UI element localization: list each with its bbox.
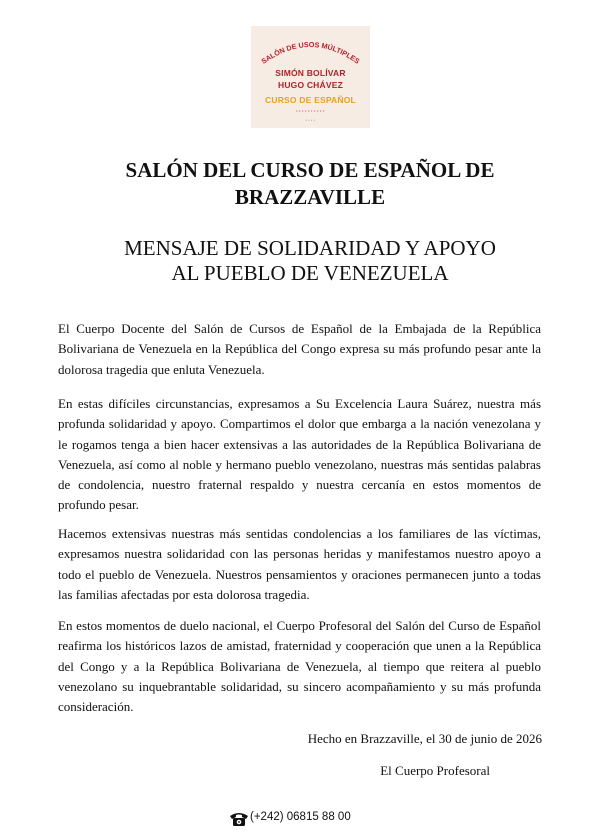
logo-name-line-2: HUGO CHÁVEZ [277,80,343,90]
contact-phone [228,809,388,829]
phone-number: (+242) 06815 88 00 [250,811,351,823]
body-paragraph-2: En estas difíciles circunstancias, expresamos a Su Excelencia Laura Suárez, nuestra más profunda solidaridad y apoyo. Compartimos el dolor que embarga a la nación venezolana y le rogamos tenga a bien hacer extensivas a las autoridades de la República Bolivariana de Venezuela, así como al noble y hermano pueblo venezolano, nuestras más sentidas palabras de condolencia, nuestro fraternal respaldo y nuestra cercanía en estos momentos de profundo pesar. [58,396,541,513]
logo-small-print-2: • • • • [305,118,316,122]
body-paragraph-3: Hacemos extensivas nuestras más sentidas condolencias a los familiares de las víctimas, expresamos nuestra solidaridad con las personas heridas y manifestamos nuestro apoyo a todo el pueblo de Venezuela. Nuestros pensamientos y oraciones permanecen junto a todas las familias afectadas por esta dolorosa tragedia. [58,526,541,602]
page-title: SALÓN DEL CURSO DE ESPAÑOL DE BRAZZAVILLE [125,158,495,209]
telephone-icon [228,810,250,828]
body-paragraph-1: El Cuerpo Docente del Salón de Cursos de Español de la Embajada de la República Bolivariana de Venezuela en la República del Congo expresa su más profundo pesar ante la dolorosa tragedia que enluta Venezuela. [58,321,541,377]
logo-course-line: CURSO DE ESPAÑOL [265,95,356,105]
message-subtitle: MENSAJE DE SOLIDARIDAD Y APOYO AL PUEBLO DE VENEZUELA [124,236,496,285]
logo-small-print-1: • • • • • • • • • • [296,109,325,113]
svg-text:SALÓN DE USOS MÚLTIPLES [260,40,362,66]
logo-name-line-1: SIMÓN BOLÍVAR [275,68,346,78]
place-and-date: Hecho en Brazzaville, el 30 de junio de 2026 [307,731,542,746]
logo-arc-label: SALÓN DE USOS MÚLTIPLES [259,39,362,66]
logo-arc-text [251,30,370,70]
body-paragraph-4: En estos momentos de duelo nacional, el Cuerpo Profesoral del Salón del Curso de Español reafirma los históricos lazos de amistad, fraternidad y cooperación que unen a la República del Congo y a la República Bolivariana de Venezuela, al tiempo que reitera al pueblo venezolano su inquebrantable solidaridad, su sincero acompañamiento y su más profunda consideración. [58,618,541,715]
signature: El Cuerpo Profesoral [380,763,490,778]
institution-logo [251,26,370,128]
